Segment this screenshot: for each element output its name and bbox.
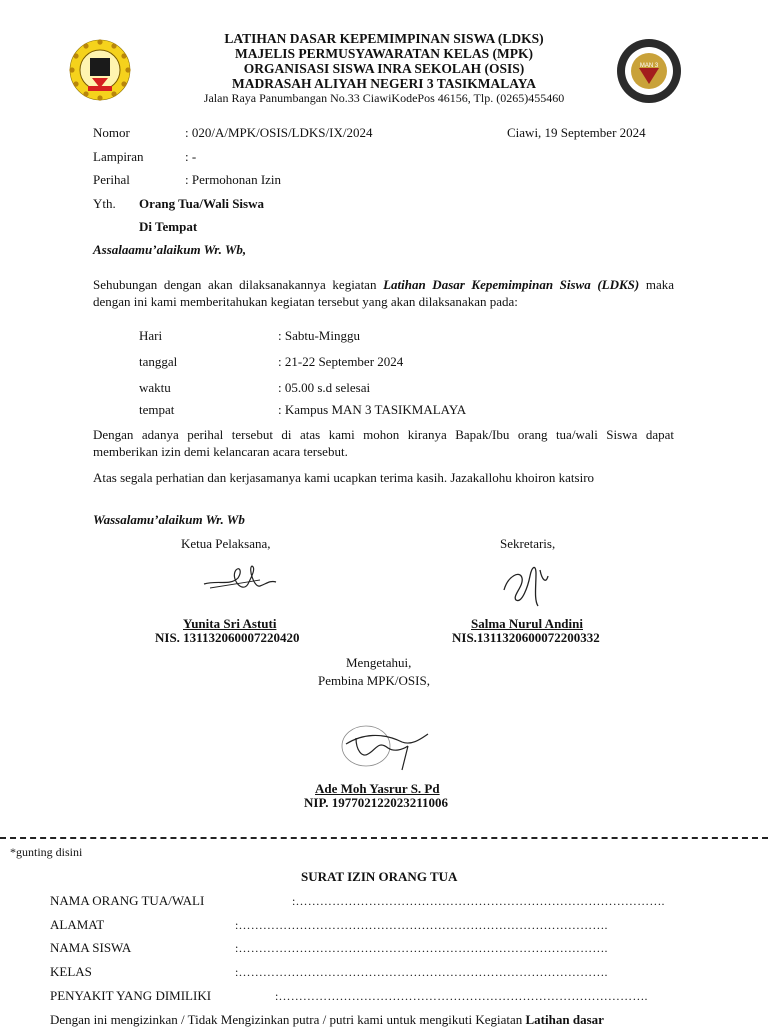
greeting: Assalaamu’alaikum Wr. Wb,	[93, 242, 247, 257]
cut-note: *gunting disini	[10, 845, 83, 859]
nomor-value: : 020/A/MPK/OSIS/LDKS/IX/2024	[185, 125, 373, 140]
secretary-title: Sekretaris,	[500, 536, 556, 551]
closing-greeting: Wassalamu’alaikum Wr. Wb	[93, 512, 245, 527]
nomor-label: Nomor	[93, 125, 130, 140]
yth-label: Yth.	[93, 196, 116, 211]
cut-line	[0, 837, 768, 839]
form-field-parent[interactable]: :……………………………………………………………………………….	[292, 894, 665, 908]
detail-label-tanggal: tanggal	[139, 354, 178, 369]
right-logo	[613, 38, 685, 104]
form-label-illness: PENYAKIT YANG DIMILIKI	[50, 988, 212, 1003]
chair-signature	[200, 558, 280, 602]
form-field-class[interactable]: :……………………………………………………………………………….	[235, 965, 608, 979]
header-line-2: MAJELIS PERMUSYAWARATAN KELAS (MPK)	[235, 46, 533, 61]
signature-icon	[498, 556, 554, 612]
acknowledged-label: Mengetahui,	[346, 655, 412, 670]
recipient: Orang Tua/Wali Siswa	[139, 196, 264, 211]
paragraph-intro	[93, 276, 674, 310]
letter-date: Ciawi, 19 September 2024	[507, 125, 646, 140]
perihal-label: Perihal	[93, 172, 130, 187]
detail-value-tanggal: : 21-22 September 2024	[278, 354, 404, 369]
form-label-student: NAMA SISWA	[50, 940, 132, 955]
lampiran-value: : -	[185, 149, 197, 164]
header-line-3: ORGANISASI SISWA INRA SEKOLAH (OSIS)	[243, 61, 525, 76]
form-title: SURAT IZIN ORANG TUA	[301, 869, 458, 884]
school-seal-icon	[613, 38, 685, 104]
detail-label-waktu: waktu	[139, 380, 171, 395]
signature-icon	[200, 558, 280, 602]
form-label-class: KELAS	[50, 964, 92, 979]
detail-label-hari: Hari	[139, 328, 163, 343]
form-consent-text	[50, 1012, 604, 1028]
paragraph-request: Dengan adanya perihal tersebut di atas kami mohon kiranya Bapak/Ibu orang tua/wali Siswa dapat memberikan izin demi kelancaran acara tersebut.	[93, 427, 674, 459]
detail-label-tempat: tempat	[139, 402, 175, 417]
secretary-nis: NIS.131132060007220033​2	[452, 630, 600, 645]
header-line-4: MADRASAH ALIYAH NEGERI 3 TASIKMALAYA	[231, 76, 537, 91]
intro-event-name: Latihan Dasar Kepemimpinan Siswa (LDKS)	[383, 277, 640, 292]
secretary-signature	[498, 556, 554, 612]
chair-name: Yunita Sri Astuti	[183, 616, 277, 631]
advisor-nip: NIP. 197702122023211006	[304, 795, 448, 810]
header-address: Jalan Raya Panumbangan No.33 CiawiKodePos 46156, Tlp. (0265)455460	[203, 91, 565, 105]
paragraph-thanks: Atas segala perhatian dan kerjasamanya kami ucapkan terima kasih. Jazakallohu khoiron katsiro	[93, 470, 595, 485]
signature-icon	[332, 704, 440, 776]
intro-text-b: maka dengan ini kami memberitahukan kegiatan tersebut yang akan dilaksanakan pada:	[93, 277, 674, 309]
form-field-address[interactable]: :……………………………………………………………………………….	[235, 918, 608, 932]
consent-text-b: Latihan dasar	[525, 1012, 604, 1027]
chair-nis: NIS. 131132060007220420	[155, 630, 300, 645]
form-field-illness[interactable]: :……………………………………………………………………………….	[275, 989, 648, 1003]
chair-title: Ketua Pelaksana,	[181, 536, 271, 551]
advisor-signature	[332, 704, 440, 776]
detail-value-hari: : Sabtu-Minggu	[278, 328, 360, 343]
advisor-name: Ade Moh Yasrur S. Pd	[315, 781, 440, 796]
form-field-student[interactable]: :……………………………………………………………………………….	[235, 941, 608, 955]
secretary-name: Salma Nurul Andini	[471, 616, 583, 631]
detail-value-tempat: : Kampus MAN 3 TASIKMALAYA	[278, 402, 467, 417]
intro-text-a: Sehubungan dengan akan dilaksanakannya kegiatan	[93, 277, 384, 292]
advisor-title: Pembina MPK/OSIS,	[318, 673, 430, 688]
detail-value-waktu: : 05.00 s.d selesai	[278, 380, 371, 395]
recipient-place: Di Tempat	[139, 219, 198, 234]
form-label-address: ALAMAT	[50, 917, 105, 932]
lampiran-label: Lampiran	[93, 149, 144, 164]
perihal-value: : Permohonan Izin	[185, 172, 282, 187]
form-label-parent: NAMA ORANG TUA/WALI	[50, 893, 205, 908]
header-line-1: LATIHAN DASAR KEPEMIMPINAN SISWA (LDKS)	[224, 31, 544, 46]
consent-text-a: Dengan ini mengizinkan / Tidak Mengizinkan putra / putri kami untuk mengikuti Kegiatan	[50, 1012, 526, 1027]
seal-inner-text: MAN 3	[639, 63, 659, 69]
